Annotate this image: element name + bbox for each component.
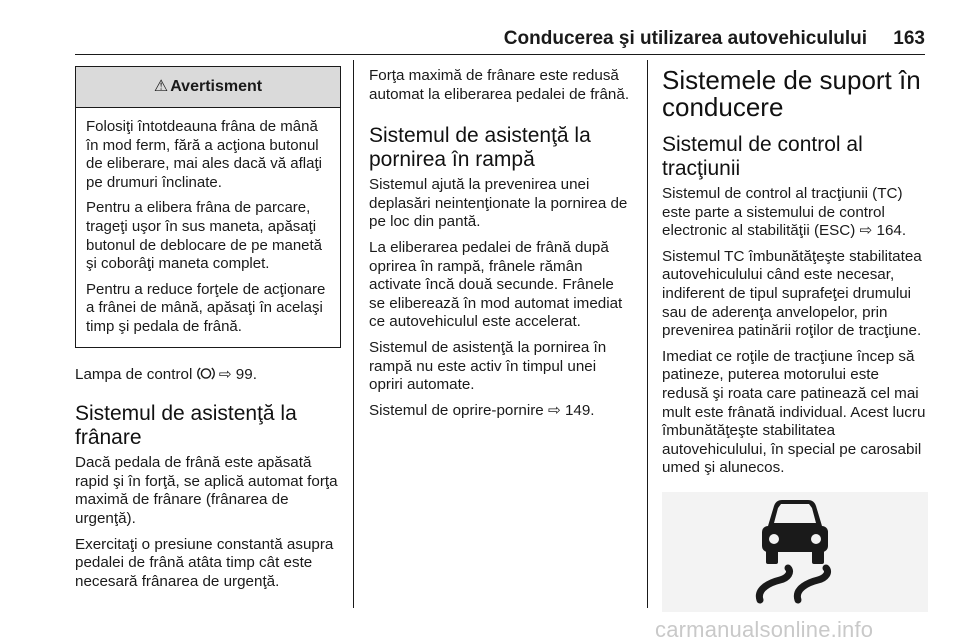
skidding-car-icon — [750, 496, 840, 608]
body-paragraph: Sistemul de asistenţă la pornirea în rampă nu este activ în timpul unei opriri automate. — [369, 338, 607, 394]
reference-arrow-icon: ⇨ — [547, 401, 561, 419]
warning-body — [76, 108, 340, 347]
warning-paragraph: Folosiţi întotdeauna frâna de mână în mod ferm, fără a acţiona butonul de eliberare, mai ales dacă vă aflaţi pe drumuri înclinate. — [86, 118, 322, 191]
column-divider-1 — [353, 60, 354, 608]
section-title-traction-control: Sistemul de control al tracţiunii — [662, 133, 863, 180]
body-paragraph: Exercitaţi o presiune constantă asupra pedalei de frână atâta timp cât este necesară frânarea de urgenţă. — [75, 535, 334, 590]
warning-paragraph: Pentru a elibera frâna de parcare, trageţi uşor în sus maneta, apăsaţi butonul de deblocare de pe manetă şi coborâţi maneta complet. — [86, 199, 323, 273]
warning-triangle-icon: ⚠ — [153, 78, 169, 95]
section-title-brake-assist: Sistemul de asistenţă la frânare — [75, 402, 297, 450]
body-paragraph: Imediat ce roţile de tracţiune încep să patineze, puterea motorului este redusă şi roata care patinează cel mai mult este frânată individual. Acest lucru îmbunătăţeşte stabilitatea autovehiculului, în special pe carosabil umed şi alunecos. — [662, 347, 926, 477]
stop-start-page-ref: 149. — [564, 401, 595, 419]
page-number: 163 — [893, 28, 925, 49]
body-paragraph: La eliberarea pedalei de frână după oprirea în rampă, frânele rămân activate încă două secunde. Frânele se eliberează în mod automat imediat ce autovehiculul este accelerat. — [369, 238, 623, 331]
control-lamp-line — [75, 366, 341, 385]
body-paragraph: Sistemul ajută la prevenirea unei deplasări neintenţionate la pornirea de pe loc din pantă. — [369, 176, 628, 231]
warning-box — [75, 66, 341, 348]
stop-start-line — [369, 402, 633, 421]
reference-arrow-icon: ⇨ — [218, 365, 232, 383]
column-1 — [75, 66, 341, 598]
watermark: carmanualsonline.info — [655, 617, 874, 642]
page-header — [75, 26, 925, 55]
warning-paragraph: Pentru a reduce forţele de acţionare a frânei de mână, apăsaţi în acelaşi timp şi pedala de frână. — [86, 280, 326, 335]
section-title-hill-start-assist: Sistemul de asistenţă la pornirea în rampă — [369, 124, 591, 172]
tc-intro-page-ref: 164. — [876, 222, 907, 240]
chapter-title: Sistemele de suport în conducere — [662, 65, 921, 122]
body-paragraph: Forţa maximă de frânare este redusă automat la eliberarea pedalei de frână. — [369, 67, 630, 103]
warning-header — [76, 67, 340, 108]
tc-intro-line — [662, 185, 928, 241]
reference-arrow-icon: ⇨ — [859, 222, 873, 240]
traction-control-illustration — [662, 492, 928, 612]
brake-warning-icon — [197, 366, 215, 381]
control-lamp-page-ref: 99. — [235, 365, 257, 383]
column-divider-2 — [647, 60, 648, 608]
header-title: Conducerea şi utilizarea autovehiculului — [503, 28, 867, 49]
column-3 — [662, 67, 928, 612]
column-2 — [369, 67, 633, 427]
body-paragraph: Dacă pedala de frână este apăsată rapid şi în forţă, se aplică automat forţa maximă de frânare (frânarea de urgenţă). — [75, 454, 338, 527]
warning-title: Avertisment — [170, 78, 263, 95]
control-lamp-text: Lampa de control — [75, 365, 193, 383]
stop-start-text: Sistemul de oprire-pornire — [369, 401, 544, 419]
body-paragraph: Sistemul TC îmbunătăţeşte stabilitatea autovehiculului când este necesar, indiferent de tipul suprafeţei drumului sau de aderenţa anvelopelor, prin prevenirea patinării roţilor de tracţiune. — [662, 247, 922, 340]
tc-intro-text: Sistemul de control al tracţiunii (TC) este parte a sistemului de control electronic al stabilităţii (ESC) — [662, 185, 903, 240]
